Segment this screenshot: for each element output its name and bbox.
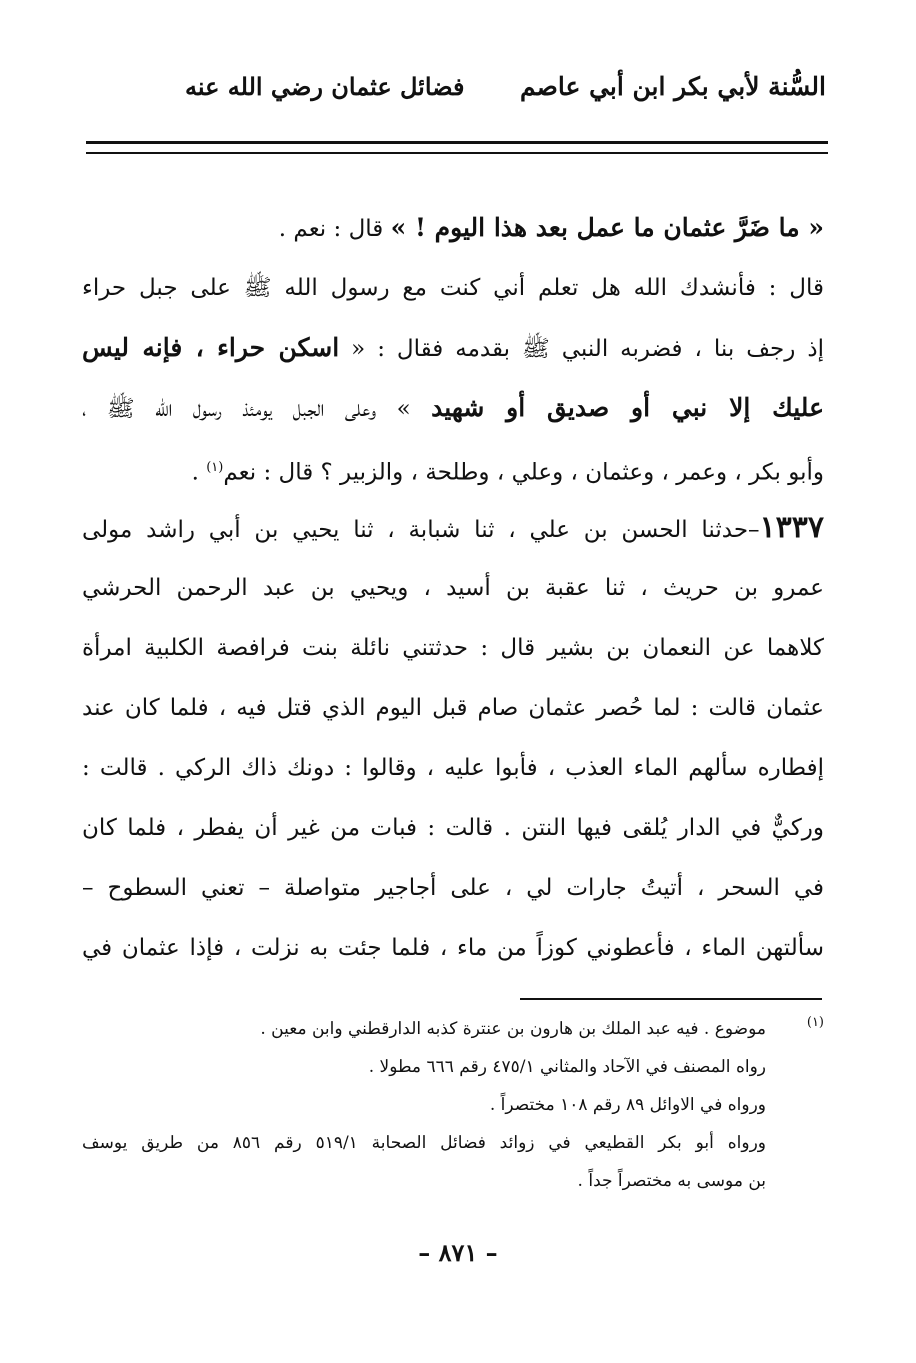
main-text (82, 198, 824, 978)
footnote-separator (520, 998, 822, 1000)
text-span: إذ رجف بنا ، فضربه النبي ﷺ بقدمه فقال : « (339, 336, 824, 362)
text-line (82, 498, 824, 558)
text-span: » وعلى الجبل يومئذ رسول الله ﷺ ، (82, 396, 432, 422)
text-line (82, 438, 824, 498)
text-line: عمرو بن حريث ، ثنا عقبة بن أسيد ، ويحيي بن عبد الرحمن الحرشي (82, 575, 824, 601)
footnote-reference[interactable]: (١) (206, 460, 224, 475)
text-span: –حدثنا الحسن بن علي ، ثنا شبابة ، ثنا يحيي بن أبي راشد مولى (82, 517, 760, 543)
text-span: . (191, 459, 207, 486)
hadith-quote: « ما ضَرَّ عثمان ما عمل بعد هذا اليوم ! » (390, 213, 824, 242)
text-line: قال : فأنشدك الله هل تعلم أني كنت مع رسول الله ﷺ على جبل حراء (82, 275, 824, 301)
text-line: كلاهما عن النعمان بن بشير قال : حدثتني نائلة بنت فرافصة الكلبية امرأة (82, 635, 824, 661)
footnote-line: ورواه أبو بكر القطيعي في زوائد فضائل الصحابة ٥١٩/١ رقم ٨٥٦ من طريق يوسف (82, 1133, 766, 1153)
header-rule-thin (86, 152, 828, 154)
text-span: قال : نعم . (278, 216, 391, 242)
footnote-line: ورواه في الاوائل ٨٩ رقم ١٠٨ مختصراً . (489, 1095, 766, 1115)
footnotes (82, 1010, 824, 1200)
running-header (90, 72, 826, 112)
text-line: في السحر ، أتيتُ جارات لي ، على أجاجير متواصلة – تعني السطوح – (82, 875, 824, 901)
text-line: إفطاره سألهم الماء العذب ، فأبوا عليه ، وقالوا : دونك ذاك الركي . قالت : (82, 755, 824, 781)
text-line (82, 318, 824, 378)
book-title: السُّنة لأبي بكر ابن أبي عاصم (519, 72, 826, 101)
header-rule-thick (86, 141, 828, 144)
hadith-quote: عليك إلا نبي أو صديق أو شهيد (431, 393, 824, 422)
hadith-number: ١٣٣٧ (759, 510, 824, 545)
footnote-line: موضوع . فيه عبد الملك بن هارون بن عنترة كذبه الدارقطني وابن معين . (260, 1019, 766, 1039)
footnote-line: رواه المصنف في الآحاد والمثاني ٤٧٥/١ رقم ٦٦٦ مطولا . (368, 1057, 766, 1077)
text-line: عثمان قالت : لما حُصر عثمان صام قبل اليوم الذي قتل فيه ، فلما كان عند (82, 695, 824, 721)
hadith-quote: اسكن حراء ، فإنه ليس (82, 333, 340, 362)
text-line: سألتهن الماء ، فأعطوني كوزاً من ماء ، فلما جئت به نزلت ، فإذا عثمان في (82, 935, 824, 961)
text-line (82, 378, 824, 438)
page-number: – ٨٧١ – (418, 1238, 498, 1267)
chapter-title: فضائل عثمان رضي الله عنه (185, 72, 465, 101)
footnote-marker: (١) (806, 1015, 824, 1030)
footnote-line: بن موسى به مختصراً جداً . (577, 1171, 766, 1191)
text-span: وأبو بكر ، وعمر ، وعثمان ، وعلي ، وطلحة ، والزبير ؟ قال : نعم (223, 459, 824, 486)
text-line (82, 198, 824, 258)
text-line: وركيٌّ في الدار يُلقى فيها النتن . قالت : فبات من غير أن يفطر ، فلما كان (82, 815, 824, 841)
